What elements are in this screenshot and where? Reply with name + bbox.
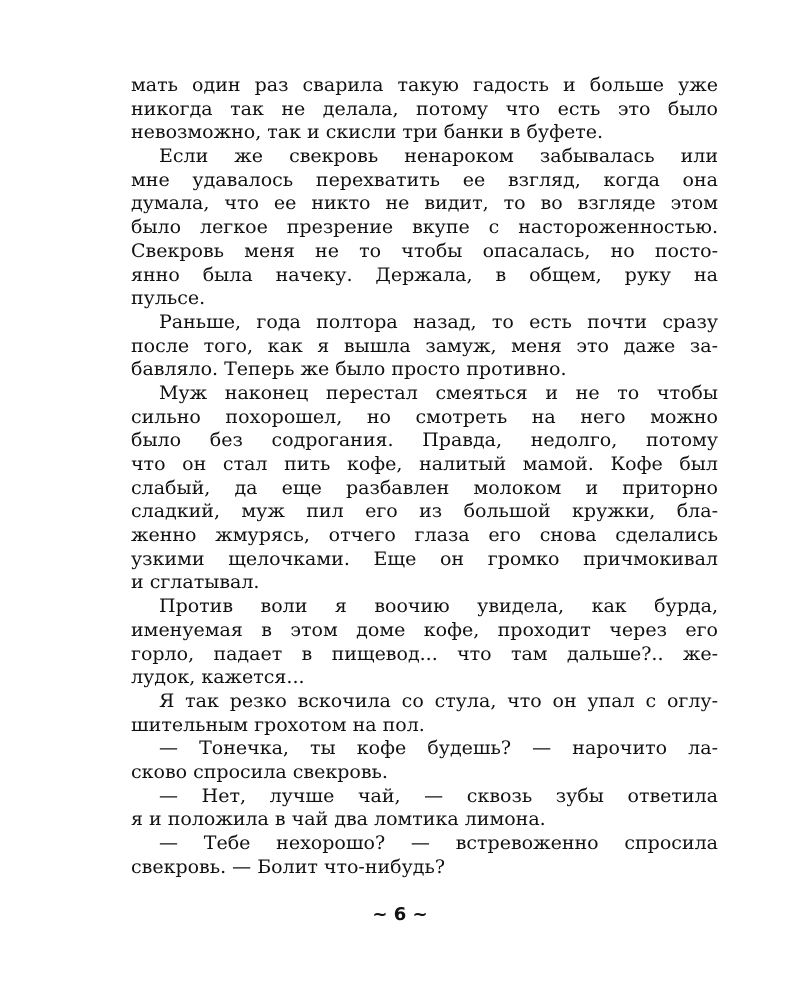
text-line: узкими щелочками. Еще он громко причмокивал <box>131 547 718 570</box>
text-line: сильно похорошел, но смотреть на него можно <box>131 405 718 428</box>
text-line: женно жмурясь, отчего глаза его снова сделались <box>131 524 718 547</box>
text-line: Раньше, года полтора назад, то есть почти сразу <box>159 310 718 333</box>
text-line: было без содрогания. Правда, недолго, потому <box>131 429 718 452</box>
text-line: и сглатывал. <box>131 571 260 594</box>
paragraph <box>131 311 718 382</box>
text-line: — Тонечка, ты кофе будешь? — нарочито ла- <box>159 737 718 760</box>
text-line: мне удавалось перехватить ее взгляд, когда она <box>131 168 718 191</box>
paragraph <box>131 690 718 737</box>
text-line: янно была начеку. Держала, в общем, руку на <box>131 263 718 286</box>
paragraph <box>131 785 718 832</box>
text-line: Я так резко вскочила со стула, что он упал с оглу- <box>159 689 718 712</box>
text-line: невозможно, так и скисли три банки в буфете. <box>131 121 603 144</box>
paragraph <box>131 74 718 145</box>
text-line: Свекровь меня не то чтобы опасалась, но посто- <box>131 239 718 262</box>
paragraph <box>131 737 718 784</box>
text-line: бавляло. Теперь же было просто противно. <box>131 358 567 381</box>
text-line: сково спросила свекровь. <box>131 760 388 783</box>
text-line: горло, падает в пищевод... что там дальше?.. же- <box>131 642 718 665</box>
text-line: Если же свекровь ненароком забывалась или <box>159 145 718 168</box>
text-line: слабый, да еще разбавлен молоком и приторно <box>131 476 718 499</box>
text-line: после того, как я вышла замуж, меня это даже за- <box>131 334 718 357</box>
paragraph <box>131 382 718 595</box>
text-line: лудок, кажется... <box>131 666 305 689</box>
text-line: — Тебе нехорошо? — встревоженно спросила <box>159 832 718 854</box>
page-number: ~ 6 ~ <box>372 904 428 925</box>
paragraph <box>131 595 718 690</box>
body-text <box>131 74 718 879</box>
text-line: именуемая в этом доме кофе, проходит через его <box>131 618 718 641</box>
text-line: никогда так не делала, потому что есть это было <box>131 97 718 120</box>
text-line: сладкий, муж пил его из большой кружки, бла- <box>131 500 718 523</box>
text-line: я и положила в чай два ломтика лимона. <box>131 808 546 831</box>
text-line: Против воли я воочию увидела, как бурда, <box>159 595 718 618</box>
text-line: пульсе. <box>131 287 206 310</box>
text-line: было легкое презрение вкупе с настороженностью. <box>131 216 718 239</box>
text-line: что он стал пить кофе, налитый мамой. Кофе был <box>131 453 718 475</box>
paragraph <box>131 145 718 311</box>
text-line: думала, что ее никто не видит, то во взгляде этом <box>131 192 718 215</box>
paragraph <box>131 832 718 879</box>
text-line: мать один раз сварила такую гадость и больше уже <box>131 74 718 96</box>
text-line: шительным грохотом на пол. <box>131 713 425 736</box>
text-line: свекровь. — Болит что-нибудь? <box>131 855 446 878</box>
text-line: Муж наконец перестал смеяться и не то чтобы <box>159 381 718 404</box>
text-line: — Нет, лучше чай, — сквозь зубы ответила <box>159 784 718 807</box>
